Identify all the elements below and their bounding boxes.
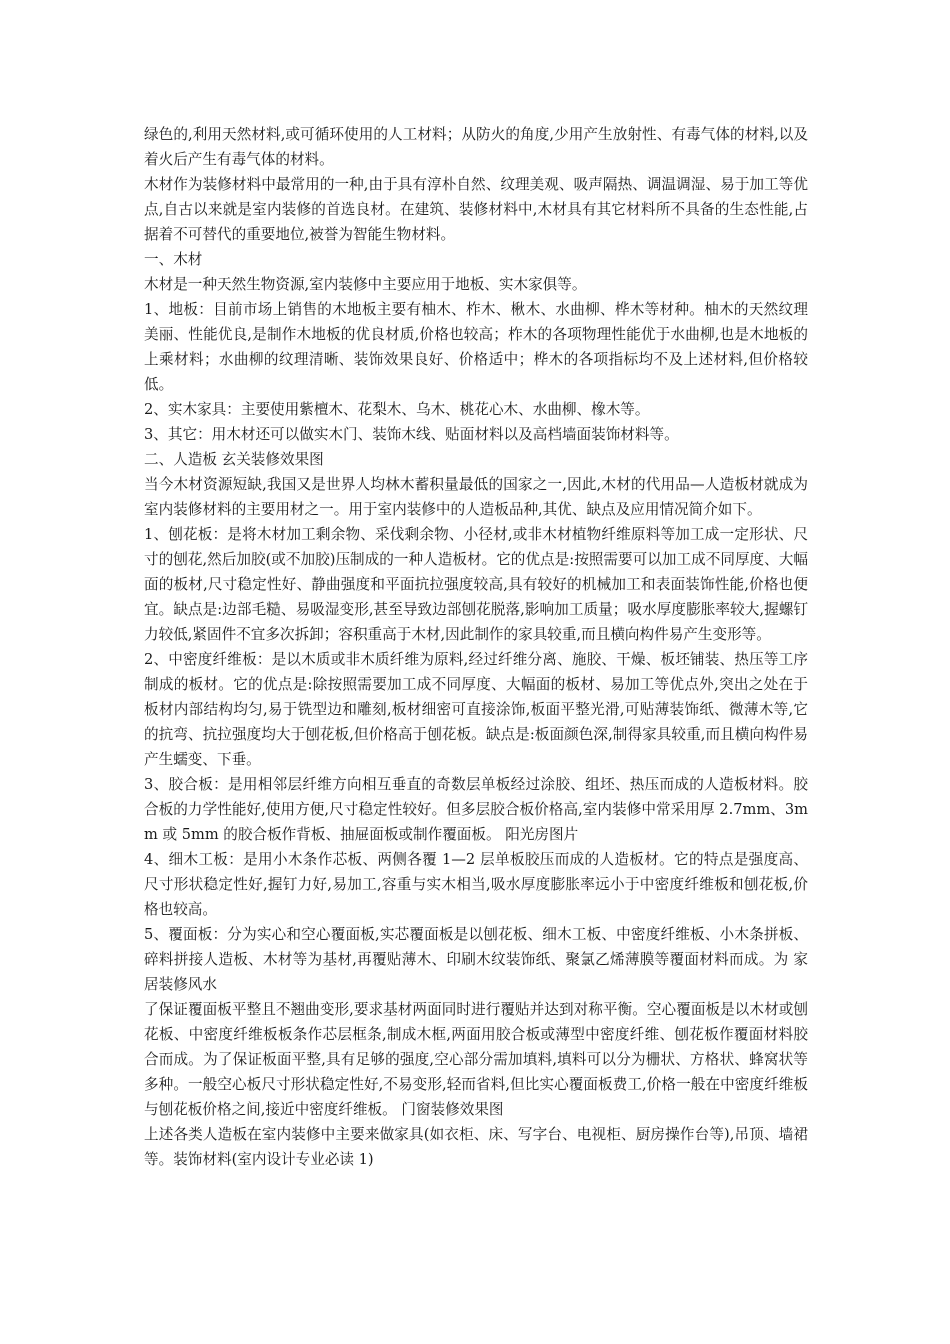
paragraph-other-uses: 3、其它：用木材还可以做实木门、装饰木线、贴面材料以及高档墙面装饰材料等。	[144, 426, 679, 443]
paragraph-mdf: 2、中密度纤维板：是以木质或非木质纤维为原料,经过纤维分离、施胶、干燥、板坯铺装、热压等工序制成的板材。它的优点是:除按照需要加工成不同厚度、大幅面的板材、易加工等优点外,突出之处在于板材内部结构均匀,易于铣型边和雕刻,板材细密可直接涂饰,板面平整光滑,可贴薄装饰纸、微薄木等,它的抗弯、抗拉强度均大于刨花板,但价格高于刨花板。缺点是:板面颜色深,制得家具较重,而且横向构件易产生蠕变、下垂。	[144, 651, 808, 768]
paragraph-blockboard: 4、细木工板：是用小木条作芯板、两侧各覆 1—2 层单板胶压而成的人造板材。它的特点是强度高、尺寸形状稳定性好,握钉力好,易加工,容重与实木相当,吸水厚度膨胀率远小于中密度纤维板和刨花板,价格也较高。	[144, 851, 808, 918]
document-body	[144, 122, 808, 1172]
paragraph-flooring: 1、地板：目前市场上销售的木地板主要有柚木、柞木、楸木、水曲柳、桦木等材种。柚木的天然纹理美丽、性能优良,是制作木地板的优良材质,价格也较高；柞木的各项物理性能优于水曲柳,也是木地板的上乘材料；水曲柳的纹理清晰、装饰效果良好、价格适中；桦木的各项指标均不及上述材料,但价格较低。	[144, 301, 808, 393]
paragraph-board-intro: 当今木材资源短缺,我国又是世界人均林木蓄积量最低的国家之一,因此,木材的代用品—人造板材就成为室内装修材料的主要用材之一。用于室内装修中的人造板品种,其优、缺点及应用情况简介如下。	[144, 476, 808, 518]
paragraph-overlay-board-cont: 了保证覆面板平整且不翘曲变形,要求基材两面同时进行覆贴并达到对称平衡。空心覆面板是以木材或刨花板、中密度纤维板板条作芯层框条,制成木框,两面用胶合板或薄型中密度纤维、刨花板作覆面材料胶合而成。为了保证板面平整,具有足够的强度,空心部分需加填料,填料可以分为栅状、方格状、蜂窝状等多种。一般空心板尺寸形状稳定性好,不易变形,轻而省料,但比实心覆面板费工,价格一般在中密度纤维板与刨花板价格之间,接近中密度纤维板。 门窗装修效果图	[144, 1001, 808, 1118]
paragraph-wood-intro: 木材作为装修材料中最常用的一种,由于具有淳朴自然、纹理美观、吸声隔热、调温调湿、易于加工等优点,自古以来就是室内装修的首选良材。在建筑、装修材料中,木材具有其它材料所不具备的生态性能,占据着不可替代的重要地位,被誉为智能生物材料。	[144, 176, 808, 243]
paragraph-summary: 上述各类人造板在室内装修中主要来做家具(如衣柜、床、写字台、电视柜、厨房操作台等),吊顶、墙裙等。装饰材料(室内设计专业必读 1)	[144, 1126, 808, 1168]
paragraph-green-materials: 绿色的,利用天然材料,或可循环使用的人工材料；从防火的角度,少用产生放射性、有毒气体的材料,以及着火后产生有毒气体的材料。	[144, 126, 808, 168]
paragraph-overlay-board: 5、覆面板：分为实心和空心覆面板,实芯覆面板是以刨花板、细木工板、中密度纤维板、小木条拼板、碎料拼接人造板、木材等为基材,再覆贴薄木、印刷木纹装饰纸、聚氯乙烯薄膜等覆面材料而成。为 家居装修风水	[144, 926, 808, 993]
paragraph-plywood: 3、胶合板：是用相邻层纤维方向相互垂直的奇数层单板经过涂胶、组坯、热压而成的人造板材料。胶合板的力学性能好,使用方便,尺寸稳定性较好。但多层胶合板价格高,室内装修中常采用厚 2.7mm、3mm 或 5mm 的胶合板作背板、抽屉面板或制作覆面板。 阳光房图片	[144, 776, 808, 843]
paragraph-wood-resource: 木材是一种天然生物资源,室内装修中主要应用于地板、实木家俱等。	[144, 276, 587, 293]
section-heading-wood: 一、木材	[144, 251, 203, 268]
paragraph-particleboard: 1、刨花板：是将木材加工剩余物、采伐剩余物、小径材,或非木材植物纤维原料等加工成一定形状、尺寸的刨花,然后加胶(或不加胶)压制成的一种人造板材。它的优点是:按照需要可以加工成不同厚度、大幅面的板材,尺寸稳定性好、静曲强度和平面抗拉强度较高,具有较好的机械加工和表面装饰性能,价格也便宜。缺点是:边部毛糙、易吸湿变形,甚至导致边部刨花脱落,影响加工质量；吸水厚度膨胀率较大,握螺钉力较低,紧固件不宜多次拆卸；容积重高于木材,因此制作的家具较重,而且横向构件易产生变形等。	[144, 526, 808, 643]
section-heading-board: 二、人造板 玄关装修效果图	[144, 451, 324, 468]
paragraph-solid-furniture: 2、实木家具：主要使用紫檀木、花梨木、乌木、桃花心木、水曲柳、橡木等。	[144, 401, 650, 418]
